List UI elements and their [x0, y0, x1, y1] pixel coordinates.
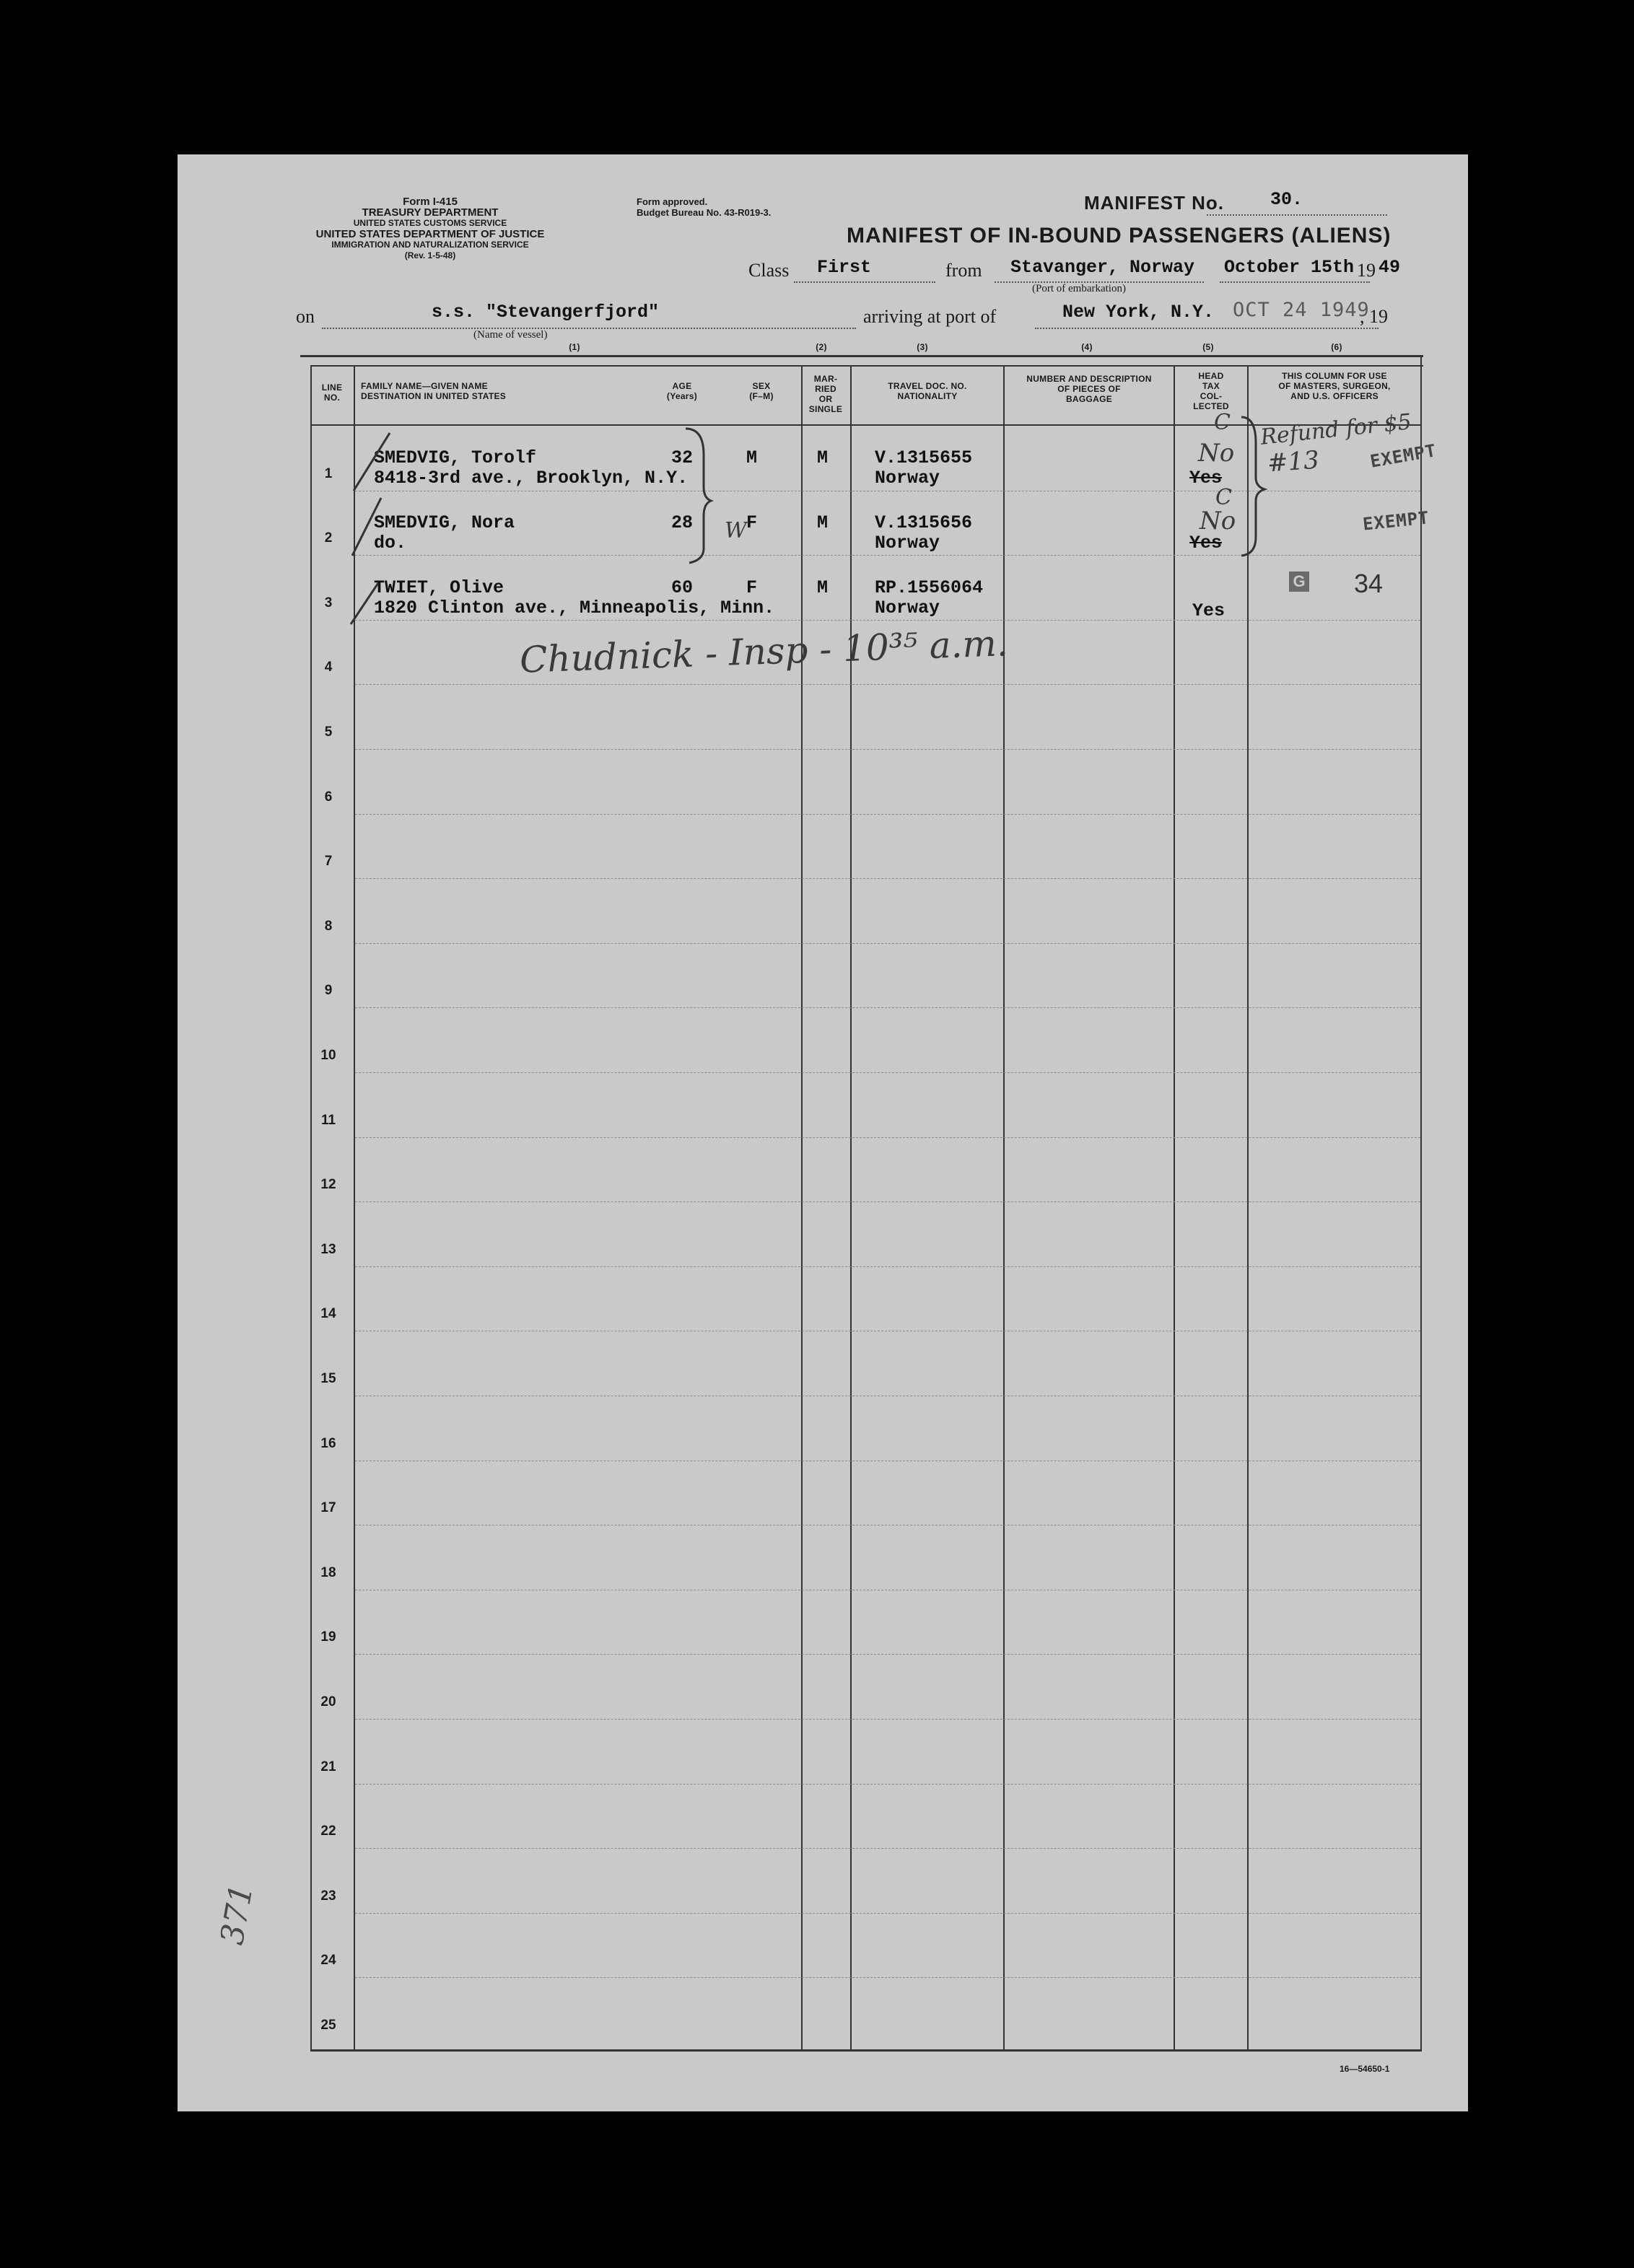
col-num-4: (4) — [1081, 342, 1093, 352]
table-right-border — [1420, 355, 1422, 2051]
passenger-2-name: SMEDVIG, Nora — [374, 512, 515, 533]
passenger-3-destination: 1820 Clinton ave., Minneapolis, Minn. — [374, 597, 775, 618]
passenger-2-age: 28 — [671, 512, 694, 533]
col-num-5: (5) — [1202, 342, 1214, 352]
col-header-age: AGE (Years) — [666, 381, 698, 401]
line-number: 8 — [324, 919, 333, 934]
vessel-caption: (Name of vessel) — [473, 329, 548, 341]
line-number: 20 — [320, 1694, 336, 1709]
manifest-number: 30. — [1270, 189, 1303, 210]
row-divider — [355, 943, 1420, 944]
status-mark: G — [1289, 572, 1309, 592]
passenger-2-tax-handwritten: No — [1200, 507, 1236, 535]
passenger-3-doc: RP.1556064 — [875, 577, 984, 598]
line-number: 19 — [320, 1629, 336, 1645]
exempt-stamp-2: EXEMPT — [1361, 507, 1430, 535]
customs-service: UNITED STATES CUSTOMS SERVICE — [353, 218, 507, 228]
vessel-name: s.s. "Stevangerfjord" — [432, 302, 660, 323]
arriving-label: arriving at port of — [863, 306, 997, 327]
line-number: 10 — [320, 1048, 336, 1063]
row-divider — [355, 1977, 1420, 1978]
wife-mark: W — [725, 518, 747, 543]
refund-number: #13 — [1266, 445, 1321, 478]
line-number: 21 — [320, 1759, 336, 1774]
line-no-header: LINE NO. — [321, 382, 343, 403]
print-code: 16—54650-1 — [1340, 2064, 1390, 2074]
row-divider — [355, 1201, 1420, 1202]
revision: (Rev. 1-5-48) — [404, 250, 456, 260]
table-left-border — [310, 365, 312, 2051]
table-bottom-rule — [310, 2049, 1422, 2052]
line-number: 6 — [324, 789, 333, 805]
table-top-rule-inner — [310, 365, 1423, 367]
col-header-officers: THIS COLUMN FOR USE OF MASTERS, SURGEON, AND U.S. OFFICERS — [1278, 371, 1391, 401]
col-header-name: FAMILY NAME—GIVEN NAME DESTINATION IN UNITED STATES — [361, 381, 507, 401]
line-number: 7 — [324, 854, 333, 869]
from-label: from — [945, 260, 982, 281]
line-number: 1 — [324, 466, 333, 481]
departure-date: October 15th — [1224, 257, 1355, 278]
class-label: Class — [748, 260, 790, 281]
row-divider — [355, 1072, 1420, 1073]
col-num-1: (1) — [569, 342, 580, 352]
col-header-travel-doc: TRAVEL DOC. NO. NATIONALITY — [888, 381, 967, 401]
passenger-1-tax: Yes — [1189, 468, 1223, 489]
row-divider — [355, 878, 1420, 879]
on-label: on — [296, 306, 315, 327]
line-number: 13 — [320, 1242, 336, 1257]
line-number: 15 — [320, 1371, 336, 1386]
line-number: 2 — [324, 530, 333, 546]
row-divider — [355, 1848, 1420, 1849]
passenger-3-name: TWIET, Olive — [374, 577, 504, 598]
passenger-1-married: M — [817, 447, 829, 468]
row-divider — [355, 1913, 1420, 1914]
line-number: 4 — [324, 660, 333, 675]
col-header-married: MAR- RIED OR SINGLE — [808, 374, 843, 414]
col-num-3: (3) — [917, 342, 928, 352]
passenger-1-sex: M — [746, 447, 758, 468]
passenger-3-married: M — [817, 577, 829, 598]
line-number: 11 — [320, 1113, 336, 1128]
exempt-stamp-1: EXEMPT — [1368, 440, 1438, 472]
row-divider — [355, 1007, 1420, 1008]
col-header-sex: SEX (F–M) — [749, 381, 774, 401]
port-caption: (Port of embarkation) — [1032, 283, 1126, 294]
row-divider — [355, 1719, 1420, 1720]
passenger-1-nationality: Norway — [875, 468, 940, 489]
arrival-year-suffix: , 19 — [1360, 306, 1388, 327]
justice-dept: UNITED STATES DEPARTMENT OF JUSTICE — [315, 228, 545, 240]
passenger-3-nationality: Norway — [875, 597, 940, 618]
col-header-head-tax: HEAD TAX COL- LECTED — [1193, 371, 1229, 411]
passenger-3-age: 60 — [671, 577, 694, 598]
row-divider — [355, 1784, 1420, 1785]
year-prefix: 19 — [1357, 260, 1376, 281]
row-divider — [355, 814, 1420, 815]
officer-row3-number: 34 — [1354, 569, 1384, 598]
line-number: 16 — [320, 1436, 336, 1451]
checkmark-1 — [354, 433, 390, 491]
passenger-2-sex: F — [746, 512, 758, 533]
checkmark-2 — [352, 498, 381, 556]
passenger-2-tax: Yes — [1189, 533, 1223, 553]
passenger-2-doc: V.1315656 — [875, 512, 973, 533]
passenger-1-name: SMEDVIG, Torolf — [374, 447, 537, 468]
line-number: 23 — [320, 1888, 336, 1904]
col-divider-4 — [1003, 365, 1005, 2049]
row-divider — [355, 749, 1420, 750]
line-number: 18 — [320, 1565, 336, 1580]
col-num-2: (2) — [816, 342, 827, 352]
line-number: 22 — [320, 1823, 336, 1839]
line-number: 14 — [320, 1306, 336, 1321]
line-number: 3 — [324, 595, 333, 610]
line-number: 12 — [320, 1177, 336, 1192]
manifest-number-label: MANIFEST No. — [1084, 192, 1224, 214]
line-number: 17 — [320, 1500, 336, 1515]
form-header-left — [293, 196, 567, 261]
row-divider — [355, 684, 1420, 685]
manifest-title: MANIFEST OF IN-BOUND PASSENGERS (ALIENS) — [847, 224, 1391, 248]
ins-service: IMMIGRATION AND NATURALIZATION SERVICE — [331, 240, 529, 250]
passenger-1-doc: V.1315655 — [875, 447, 973, 468]
line-number: 9 — [324, 983, 333, 998]
form-number: Form I-415 — [403, 196, 458, 208]
inspector-signature: Chudnick - Insp - 10³⁵ a.m. — [519, 622, 1009, 681]
passenger-1-destination: 8418-3rd ave., Brooklyn, N.Y. — [374, 468, 689, 489]
row-divider — [355, 1266, 1420, 1267]
brace-family — [686, 429, 711, 563]
passenger-1-tax-mark: C — [1214, 410, 1231, 435]
passenger-3-sex: F — [746, 577, 758, 598]
margin-number: 371 — [214, 1881, 261, 1948]
col-header-baggage: NUMBER AND DESCRIPTION OF PIECES OF BAGGAGE — [1026, 374, 1152, 404]
line-number: 5 — [324, 724, 333, 740]
col-num-6: (6) — [1331, 342, 1342, 352]
passenger-3-tax: Yes — [1192, 600, 1226, 621]
passenger-2-nationality: Norway — [875, 533, 940, 553]
line-number: 25 — [320, 2018, 336, 2033]
col-divider-6 — [1247, 365, 1249, 2049]
class-value: First — [817, 257, 872, 278]
treasury-dept: TREASURY DEPARTMENT — [362, 206, 499, 219]
col-divider-5 — [1174, 365, 1175, 2049]
passenger-2-destination: do. — [374, 533, 407, 553]
port-embarkation: Stavanger, Norway — [1010, 257, 1195, 278]
departure-year: 49 — [1379, 257, 1401, 278]
refund-note: Refund for $5 — [1259, 409, 1413, 450]
approved-text: Form approved. — [637, 196, 708, 207]
passenger-1-tax-handwritten: No — [1198, 439, 1235, 468]
table-top-rule — [300, 355, 1423, 357]
budget-text: Budget Bureau No. 43-R019-3. — [637, 207, 772, 218]
passenger-2-married: M — [817, 512, 829, 533]
form-approval — [637, 196, 824, 218]
line-number: 24 — [320, 1953, 336, 1968]
col-divider-2 — [801, 365, 803, 2049]
checkmark-3 — [351, 583, 378, 624]
row-divider — [355, 1137, 1420, 1138]
col-divider-3 — [850, 365, 852, 2049]
row-divider — [355, 1654, 1420, 1655]
arrival-port: New York, N.Y. — [1062, 302, 1215, 323]
arrival-date-stamp: OCT 24 1949 — [1233, 299, 1370, 321]
passenger-2-tax-mark: C — [1215, 485, 1232, 510]
passenger-1-age: 32 — [671, 447, 694, 468]
